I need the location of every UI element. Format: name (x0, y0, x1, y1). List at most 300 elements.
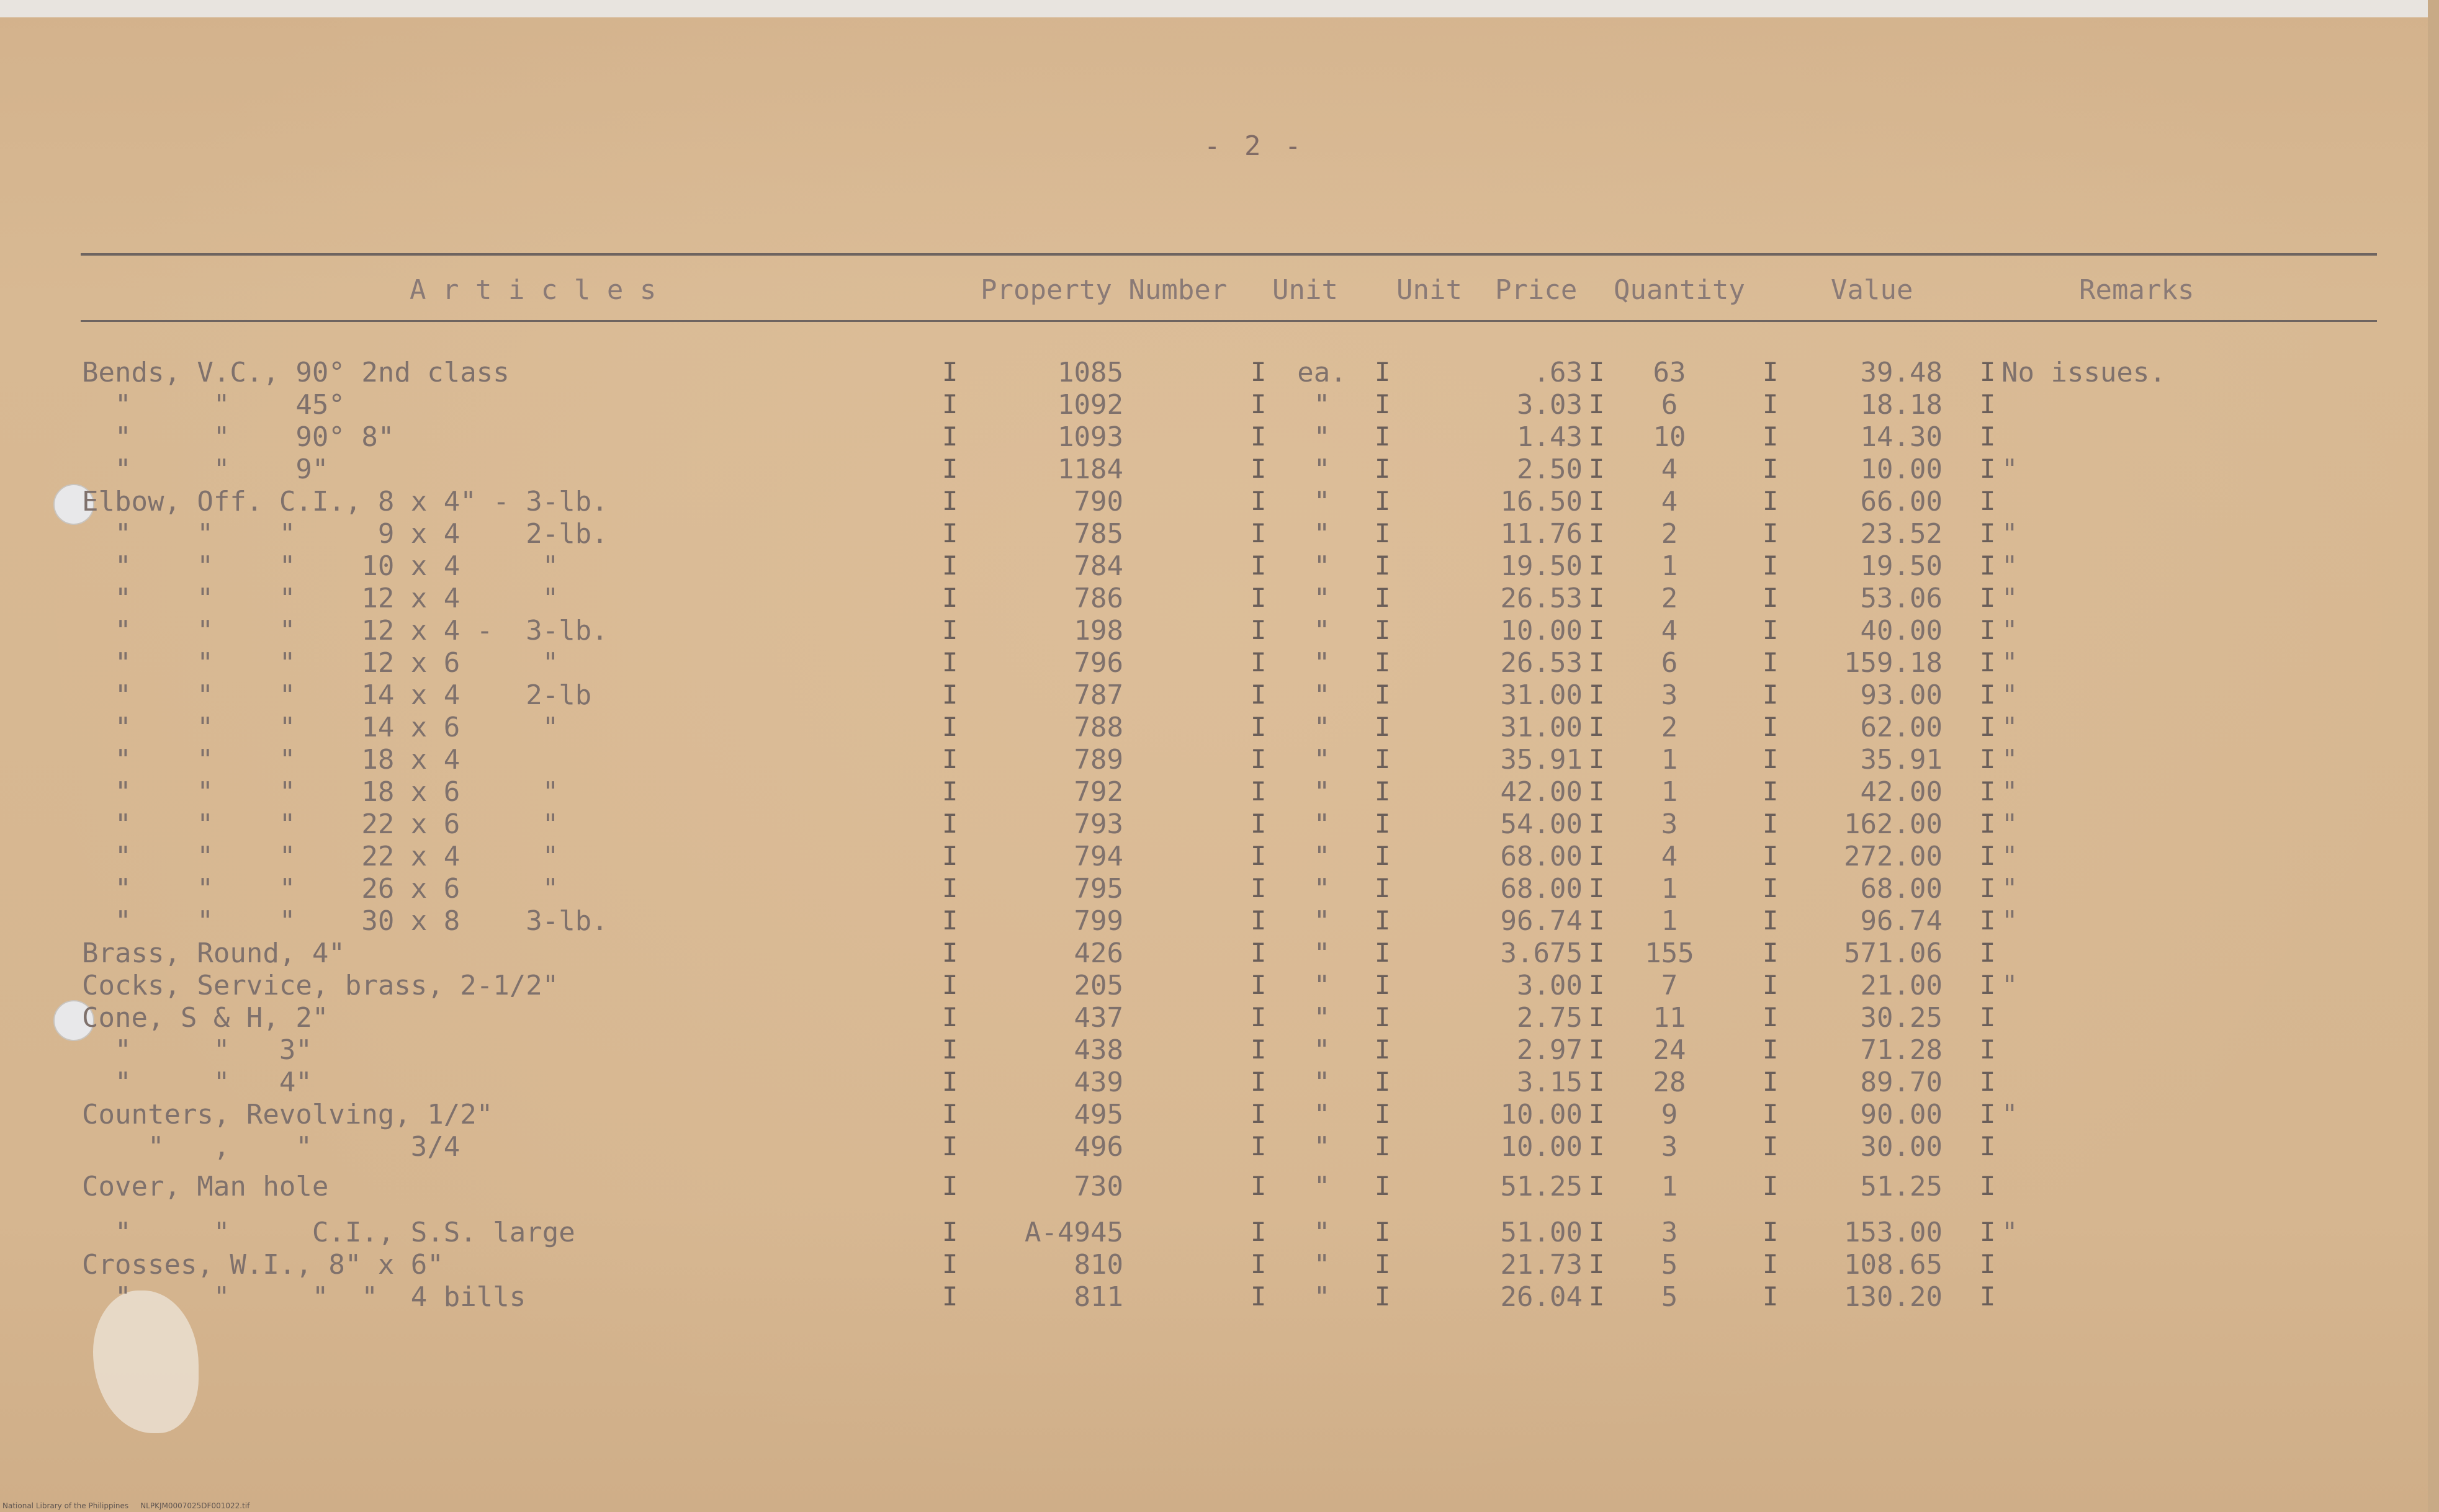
column-separator: I (942, 744, 958, 774)
column-separator: I (942, 518, 958, 548)
column-separator: I (1763, 421, 1779, 452)
unit-cell: " (1313, 454, 1331, 485)
table-row (0, 1171, 2439, 1203)
column-separator: I (1980, 1217, 1996, 1247)
value-cell: 90.00 (1860, 1099, 1943, 1130)
column-separator: I (1589, 937, 1605, 968)
column-separator: I (1251, 1217, 1267, 1247)
property-number-cell: 205 (1074, 970, 1123, 1001)
column-separator: I (1763, 1099, 1779, 1129)
article-cell: " " " 12 x 6 " (82, 647, 559, 679)
column-separator: I (1251, 905, 1267, 936)
article-cell: " " C.I., S.S. large (82, 1217, 575, 1248)
value-cell: 23.52 (1860, 518, 1943, 550)
table-row (0, 389, 2439, 421)
value-cell: 272.00 (1844, 841, 1943, 872)
column-separator: I (1251, 1099, 1267, 1129)
unit-cell: " (1313, 905, 1331, 937)
column-separator: I (1375, 841, 1391, 871)
quantity-cell: 155 (1645, 937, 1694, 969)
column-separator: I (942, 583, 958, 613)
unit-cell: ea. (1297, 357, 1347, 388)
column-separator: I (1251, 712, 1267, 742)
column-separator: I (1589, 389, 1605, 419)
article-cell: Brass, Round, 4" (82, 937, 345, 969)
table-row (0, 1002, 2439, 1034)
quantity-cell: 9 (1661, 1099, 1678, 1130)
table-row (0, 1281, 2439, 1313)
value-cell: 153.00 (1844, 1217, 1943, 1248)
quantity-cell: 24 (1653, 1034, 1686, 1066)
column-separator: I (1980, 518, 1996, 548)
quantity-cell: 4 (1661, 615, 1678, 646)
column-separator: I (1980, 1067, 1996, 1097)
column-separator: I (1375, 744, 1391, 774)
table-row (0, 873, 2439, 905)
column-separator: I (942, 808, 958, 839)
unit-price-cell: 42.00 (1500, 776, 1583, 808)
unit-price-cell: 51.25 (1500, 1171, 1583, 1202)
column-separator: I (1980, 1281, 1996, 1312)
column-separator: I (1980, 776, 1996, 807)
column-separator: I (1980, 744, 1996, 774)
unit-cell: " (1313, 679, 1331, 711)
article-cell: Cocks, Service, brass, 2-1/2" (82, 970, 559, 1001)
unit-price-cell: 3.675 (1500, 937, 1583, 969)
column-separator: I (942, 1281, 958, 1312)
article-cell: " " " 22 x 4 " (82, 841, 559, 872)
value-cell: 42.00 (1860, 776, 1943, 808)
column-separator: I (1251, 583, 1267, 613)
column-separator: I (1251, 615, 1267, 645)
column-separator: I (1763, 1131, 1779, 1161)
unit-cell: " (1313, 615, 1331, 646)
article-cell: " " " 22 x 6 " (82, 808, 559, 840)
column-separator: I (1763, 1034, 1779, 1065)
table-row (0, 841, 2439, 873)
property-number-cell: 438 (1074, 1034, 1123, 1066)
column-separator: I (942, 679, 958, 710)
column-separator: I (1251, 518, 1267, 548)
header-property-number: Property Number (981, 274, 1228, 306)
table-row (0, 454, 2439, 486)
column-separator: I (1375, 1131, 1391, 1161)
column-separator: I (1375, 454, 1391, 484)
table-row (0, 1099, 2439, 1131)
article-cell: Bends, V.C., 90° 2nd class (82, 357, 510, 388)
column-separator: I (942, 841, 958, 871)
unit-cell: " (1313, 1131, 1331, 1163)
unit-cell: " (1313, 1217, 1331, 1248)
table-row (0, 357, 2439, 389)
table-row (0, 647, 2439, 679)
column-separator: I (1763, 679, 1779, 710)
column-separator: I (942, 1131, 958, 1161)
column-separator: I (1375, 970, 1391, 1000)
table-row (0, 744, 2439, 776)
value-cell: 96.74 (1860, 905, 1943, 937)
column-separator: I (1375, 937, 1391, 968)
column-separator: I (1980, 970, 1996, 1000)
column-separator: I (1763, 712, 1779, 742)
unit-price-cell: 21.73 (1500, 1249, 1583, 1281)
column-separator: I (1589, 1034, 1605, 1065)
table-row (0, 937, 2439, 970)
quantity-cell: 1 (1661, 776, 1678, 808)
property-number-cell: A-4945 (1025, 1217, 1123, 1248)
unit-price-cell: 26.04 (1500, 1281, 1583, 1313)
property-number-cell: 784 (1074, 550, 1123, 582)
column-separator: I (1589, 1099, 1605, 1129)
remarks-cell: " (2001, 518, 2018, 550)
value-cell: 66.00 (1860, 486, 1943, 517)
column-separator: I (1763, 1002, 1779, 1032)
column-separator: I (1763, 647, 1779, 678)
column-separator: I (1980, 873, 1996, 903)
column-separator: I (1375, 1217, 1391, 1247)
property-number-cell: 495 (1074, 1099, 1123, 1130)
column-separator: I (1589, 1281, 1605, 1312)
property-number-cell: 1085 (1058, 357, 1123, 388)
column-separator: I (1251, 970, 1267, 1000)
remarks-cell: No issues. (2001, 357, 2166, 388)
unit-price-cell: 26.53 (1500, 647, 1583, 679)
quantity-cell: 6 (1661, 647, 1678, 679)
remarks-cell: " (2001, 808, 2018, 840)
quantity-cell: 3 (1661, 1217, 1678, 1248)
value-cell: 71.28 (1860, 1034, 1943, 1066)
table-row (0, 1217, 2439, 1249)
column-separator: I (1375, 421, 1391, 452)
column-separator: I (1980, 421, 1996, 452)
quantity-cell: 3 (1661, 1131, 1678, 1163)
article-cell: " " " 18 x 6 " (82, 776, 559, 808)
column-separator: I (1375, 679, 1391, 710)
column-separator: I (1763, 486, 1779, 516)
column-separator: I (1375, 1034, 1391, 1065)
unit-price-cell: 68.00 (1500, 873, 1583, 905)
column-separator: I (1375, 1099, 1391, 1129)
property-number-cell: 437 (1074, 1002, 1123, 1034)
column-separator: I (1589, 615, 1605, 645)
value-cell: 40.00 (1860, 615, 1943, 646)
quantity-cell: 1 (1661, 550, 1678, 582)
remarks-cell: " (2001, 1217, 2018, 1248)
unit-price-cell: 68.00 (1500, 841, 1583, 872)
unit-price-cell: 31.00 (1500, 712, 1583, 743)
unit-cell: " (1313, 841, 1331, 872)
value-cell: 89.70 (1860, 1067, 1943, 1098)
unit-price-cell: 10.00 (1500, 1099, 1583, 1130)
unit-price-cell: 16.50 (1500, 486, 1583, 517)
column-separator: I (1980, 808, 1996, 839)
quantity-cell: 1 (1661, 873, 1678, 905)
value-cell: 162.00 (1844, 808, 1943, 840)
column-separator: I (1251, 1034, 1267, 1065)
column-separator: I (942, 421, 958, 452)
column-separator: I (1589, 486, 1605, 516)
article-cell: Crosses, W.I., 8" x 6" (82, 1249, 444, 1281)
column-separator: I (1980, 357, 1996, 387)
column-separator: I (1980, 937, 1996, 968)
quantity-cell: 11 (1653, 1002, 1686, 1034)
property-number-cell: 790 (1074, 486, 1123, 517)
column-separator: I (942, 357, 958, 387)
article-cell: Elbow, Off. C.I., 8 x 4" - 3-lb. (82, 486, 608, 517)
column-separator: I (942, 1217, 958, 1247)
column-separator: I (1980, 486, 1996, 516)
column-separator: I (942, 776, 958, 807)
remarks-cell: " (2001, 970, 2018, 1001)
column-separator: I (1251, 486, 1267, 516)
unit-cell: " (1313, 808, 1331, 840)
property-number-cell: 1092 (1058, 389, 1123, 421)
unit-cell: " (1313, 421, 1331, 453)
article-cell: Cover, Man hole (82, 1171, 329, 1202)
table-row (0, 905, 2439, 937)
column-separator: I (1763, 970, 1779, 1000)
unit-price-cell: 31.00 (1500, 679, 1583, 711)
property-number-cell: 730 (1074, 1171, 1123, 1202)
quantity-cell: 6 (1661, 389, 1678, 421)
column-separator: I (1589, 776, 1605, 807)
quantity-cell: 2 (1661, 583, 1678, 614)
article-cell: " , " 3/4 (82, 1131, 460, 1163)
header-unit-price: Unit Price (1396, 274, 1578, 306)
article-cell: " " 3" (82, 1034, 312, 1066)
property-number-cell: 794 (1074, 841, 1123, 872)
quantity-cell: 4 (1661, 454, 1678, 485)
column-separator: I (1375, 486, 1391, 516)
column-separator: I (1980, 615, 1996, 645)
value-cell: 19.50 (1860, 550, 1943, 582)
property-number-cell: 439 (1074, 1067, 1123, 1098)
column-separator: I (1251, 937, 1267, 968)
column-separator: I (1763, 1067, 1779, 1097)
article-cell: " " " 18 x 4 (82, 744, 460, 776)
column-separator: I (942, 389, 958, 419)
column-separator: I (1375, 905, 1391, 936)
column-separator: I (1375, 1067, 1391, 1097)
column-separator: I (1375, 389, 1391, 419)
unit-price-cell: 10.00 (1500, 1131, 1583, 1163)
column-separator: I (942, 615, 958, 645)
column-separator: I (942, 970, 958, 1000)
column-separator: I (1763, 583, 1779, 613)
remarks-cell: " (2001, 583, 2018, 614)
value-cell: 159.18 (1844, 647, 1943, 679)
column-separator: I (1980, 389, 1996, 419)
page-number: - 2 - (1204, 130, 1305, 162)
unit-price-cell: 3.03 (1517, 389, 1583, 421)
column-separator: I (1375, 1281, 1391, 1312)
quantity-cell: 63 (1653, 357, 1686, 388)
column-separator: I (1375, 873, 1391, 903)
column-separator: I (1763, 744, 1779, 774)
article-cell: " " " 12 x 4 " (82, 583, 559, 614)
table-row (0, 1249, 2439, 1281)
column-separator: I (942, 1171, 958, 1201)
table-row (0, 679, 2439, 712)
column-separator: I (1763, 937, 1779, 968)
table-row (0, 970, 2439, 1002)
value-cell: 108.65 (1844, 1249, 1943, 1281)
column-separator: I (1589, 1249, 1605, 1279)
value-cell: 571.06 (1844, 937, 1943, 969)
quantity-cell: 1 (1661, 1171, 1678, 1202)
column-separator: I (942, 873, 958, 903)
column-separator: I (1251, 679, 1267, 710)
column-separator: I (1375, 357, 1391, 387)
unit-cell: " (1313, 518, 1331, 550)
quantity-cell: 3 (1661, 679, 1678, 711)
unit-cell: " (1313, 744, 1331, 776)
column-separator: I (1251, 357, 1267, 387)
column-separator: I (1980, 550, 1996, 581)
property-number-cell: 496 (1074, 1131, 1123, 1163)
header-quantity: Quantity (1614, 274, 1745, 306)
value-cell: 21.00 (1860, 970, 1943, 1001)
column-separator: I (1980, 454, 1996, 484)
column-separator: I (942, 1034, 958, 1065)
column-separator: I (1763, 1171, 1779, 1201)
column-separator: I (1763, 1281, 1779, 1312)
property-number-cell: 789 (1074, 744, 1123, 776)
table-row (0, 1034, 2439, 1067)
property-number-cell: 788 (1074, 712, 1123, 743)
quantity-cell: 2 (1661, 712, 1678, 743)
column-separator: I (1251, 1131, 1267, 1161)
column-separator: I (1251, 841, 1267, 871)
column-separator: I (1251, 1067, 1267, 1097)
value-cell: 68.00 (1860, 873, 1943, 905)
property-number-cell: 787 (1074, 679, 1123, 711)
column-separator: I (942, 1002, 958, 1032)
column-separator: I (1251, 1281, 1267, 1312)
column-separator: I (1375, 550, 1391, 581)
column-separator: I (1763, 808, 1779, 839)
column-separator: I (1251, 1002, 1267, 1032)
unit-cell: " (1313, 776, 1331, 808)
property-number-cell: 810 (1074, 1249, 1123, 1281)
unit-cell: " (1313, 1034, 1331, 1066)
column-separator: I (1589, 744, 1605, 774)
column-separator: I (1251, 808, 1267, 839)
column-separator: I (1251, 647, 1267, 678)
quantity-cell: 10 (1653, 421, 1686, 453)
unit-cell: " (1313, 550, 1331, 582)
property-number-cell: 198 (1074, 615, 1123, 646)
column-separator: I (1763, 615, 1779, 645)
column-separator: I (1980, 1249, 1996, 1279)
value-cell: 53.06 (1860, 583, 1943, 614)
quantity-cell: 1 (1661, 744, 1678, 776)
property-number-cell: 786 (1074, 583, 1123, 614)
table-row (0, 615, 2439, 647)
remarks-cell: " (2001, 744, 2018, 776)
value-cell: 35.91 (1860, 744, 1943, 776)
scan-caption: National Library of the Philippines NLPKJM0007025DF001022.tif (2, 1501, 250, 1510)
quantity-cell: 2 (1661, 518, 1678, 550)
remarks-cell: " (2001, 615, 2018, 646)
quantity-cell: 5 (1661, 1249, 1678, 1281)
column-separator: I (1375, 647, 1391, 678)
column-separator: I (942, 1067, 958, 1097)
column-separator: I (1375, 518, 1391, 548)
quantity-cell: 1 (1661, 905, 1678, 937)
column-separator: I (1980, 712, 1996, 742)
table-row (0, 421, 2439, 454)
table-row (0, 1131, 2439, 1163)
column-separator: I (1589, 1171, 1605, 1201)
article-cell: " " " " 4 bills (82, 1281, 526, 1313)
article-cell: " " 45° (82, 389, 345, 421)
column-separator: I (1589, 421, 1605, 452)
article-cell: " " " 12 x 4 - 3-lb. (82, 615, 608, 646)
column-separator: I (1589, 518, 1605, 548)
column-separator: I (942, 1099, 958, 1129)
unit-price-cell: 19.50 (1500, 550, 1583, 582)
unit-cell: " (1313, 1099, 1331, 1130)
table-row (0, 550, 2439, 583)
column-separator: I (942, 550, 958, 581)
column-separator: I (1589, 454, 1605, 484)
unit-price-cell: 3.15 (1517, 1067, 1583, 1098)
unit-cell: " (1313, 712, 1331, 743)
value-cell: 18.18 (1860, 389, 1943, 421)
column-separator: I (942, 486, 958, 516)
column-separator: I (1589, 905, 1605, 936)
unit-price-cell: 1.43 (1517, 421, 1583, 453)
column-separator: I (1375, 776, 1391, 807)
property-number-cell: 1093 (1058, 421, 1123, 453)
column-separator: I (1763, 1249, 1779, 1279)
column-separator: I (1763, 518, 1779, 548)
remarks-cell: " (2001, 454, 2018, 485)
column-separator: I (1763, 454, 1779, 484)
property-number-cell: 811 (1074, 1281, 1123, 1313)
column-separator: I (1763, 550, 1779, 581)
article-cell: Counters, Revolving, 1/2" (82, 1099, 493, 1130)
remarks-cell: " (2001, 712, 2018, 743)
article-cell: " " 90° 8" (82, 421, 395, 453)
article-cell: " " 4" (82, 1067, 312, 1098)
column-separator: I (1763, 905, 1779, 936)
unit-cell: " (1313, 970, 1331, 1001)
column-separator: I (1763, 1217, 1779, 1247)
unit-cell: " (1313, 1249, 1331, 1281)
remarks-cell: " (2001, 550, 2018, 582)
column-separator: I (1763, 841, 1779, 871)
table-header-rule (81, 320, 2377, 322)
column-separator: I (1589, 647, 1605, 678)
table-row (0, 486, 2439, 518)
unit-price-cell: 54.00 (1500, 808, 1583, 840)
column-separator: I (1763, 873, 1779, 903)
column-separator: I (1375, 583, 1391, 613)
unit-cell: " (1313, 1171, 1331, 1202)
table-top-rule (81, 253, 2377, 256)
column-separator: I (1589, 970, 1605, 1000)
table-row (0, 776, 2439, 808)
article-cell: Cone, S & H, 2" (82, 1002, 329, 1034)
column-separator: I (1980, 1034, 1996, 1065)
column-separator: I (1251, 421, 1267, 452)
unit-cell: " (1313, 873, 1331, 905)
column-separator: I (1763, 389, 1779, 419)
column-separator: I (1375, 1171, 1391, 1201)
column-separator: I (1251, 1171, 1267, 1201)
